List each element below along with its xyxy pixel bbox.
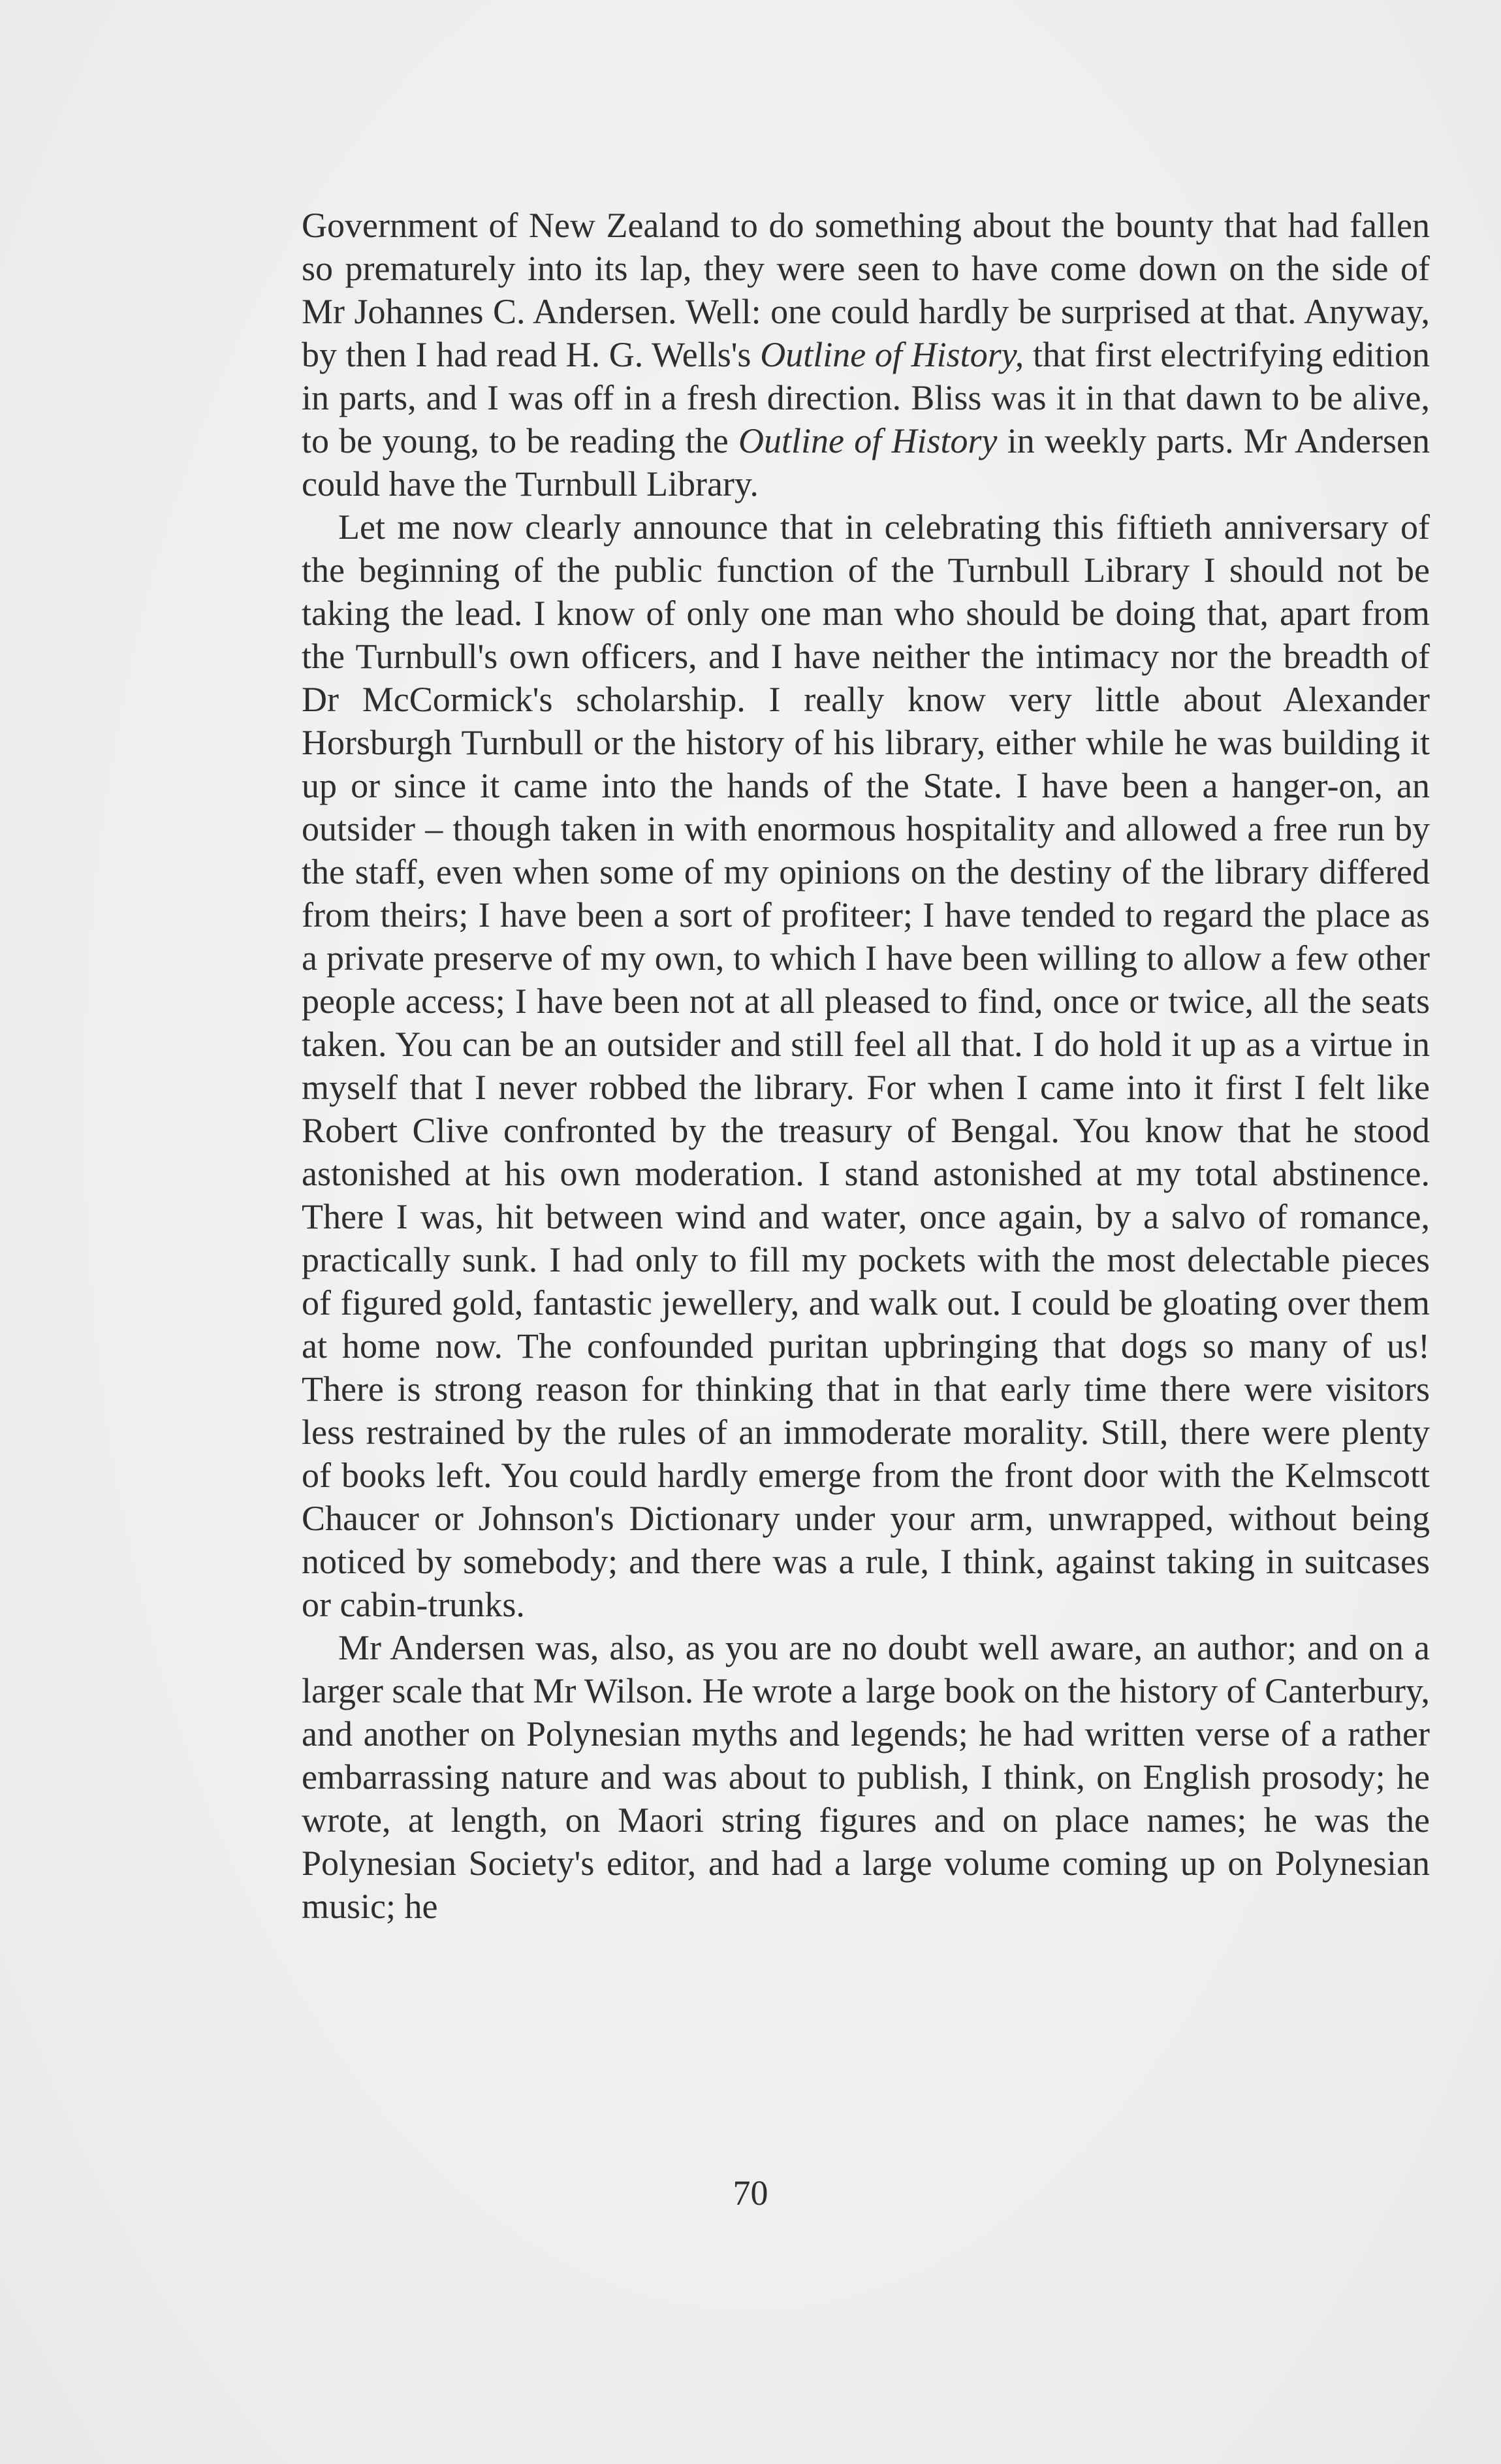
book-title-italic: Outline of History [738, 421, 998, 460]
paragraph-1-text-a: Government of New Zealand to do something about the bounty that had fallen so prematurely into its lap, they were seen to have come down on the side of Mr Johannes C. Andersen. Well: one could hardly be surprised at that. Anyway, by then I had read H. G. Wells's [302, 206, 1430, 374]
paragraph-2: Let me now clearly announce that in celebrating this fiftieth anniversary of the beginning of the public function of the Turnbull Library I should not be taking the lead. I know of only one man who should be doing that, apart from the Turnbull's own officers, and I have neither the intimacy nor the breadth of Dr McCormick's scholarship. I really know very little about Alexander Horsburgh Turnbull or the history of his library, either while he was building it up or since it came into the hands of the State. I have been a hanger-on, an outsider – though taken in with enormous hospitality and allowed a free run by the staff, even when some of my opinions on the destiny of the library differed from theirs; I have been a sort of profiteer; I have tended to regard the place as a private preserve of my own, to which I have been willing to allow a few other people access; I have been not at all pleased to find, once or twice, all the seats taken. You can be an outsider and still feel all that. I do hold it up as a virtue in myself that I never robbed the library. For when I came into it first I felt like Robert Clive confronted by the treasury of Bengal. You know that he stood astonished at his own moderation. I stand astonished at my total abstinence. There I was, hit between wind and water, once again, by a salvo of romance, practically sunk. I had only to fill my pockets with the most delectable pieces of figured gold, fantastic jewellery, and walk out. I could be gloating over them at home now. The confounded puritan upbringing that dogs so many of us! There is strong reason for thinking that in that early time there were visitors less restrained by the rules of an immoderate morality. Still, there were plenty of books left. You could hardly emerge from the front door with the Kelmscott Chaucer or Johnson's Dictionary under your arm, unwrapped, without being noticed by somebody; and there was a rule, I think, against taking in suitcases or cabin-trunks. [302, 507, 1430, 1624]
paragraph-3: Mr Andersen was, also, as you are no doubt well aware, an author; and on a larger scale that Mr Wilson. He wrote a large book on the history of Canterbury, and another on Polynesian myths and legends; he had written verse of a rather embarrassing nature and was about to publish, I think, on English prosody; he wrote, at length, on Maori string figures and on place names; he was the Polynesian Society's editor, and had a large volume coming up on Polynesian music; he [302, 1628, 1430, 1926]
book-title-italic: Outline of History, [760, 335, 1024, 374]
page-number: 70 [733, 2173, 768, 2213]
paragraph-1 [302, 204, 1430, 505]
paragraph-1-text-b: that first electrifying edition in parts, and I was off in a fresh direction. Bliss was it in that dawn to be alive, to be young, to be reading the [302, 335, 1430, 460]
paragraph-1-text-c: in weekly parts. Mr Andersen could have the Turnbull Library. [302, 421, 1430, 504]
body-text [302, 204, 1430, 1928]
